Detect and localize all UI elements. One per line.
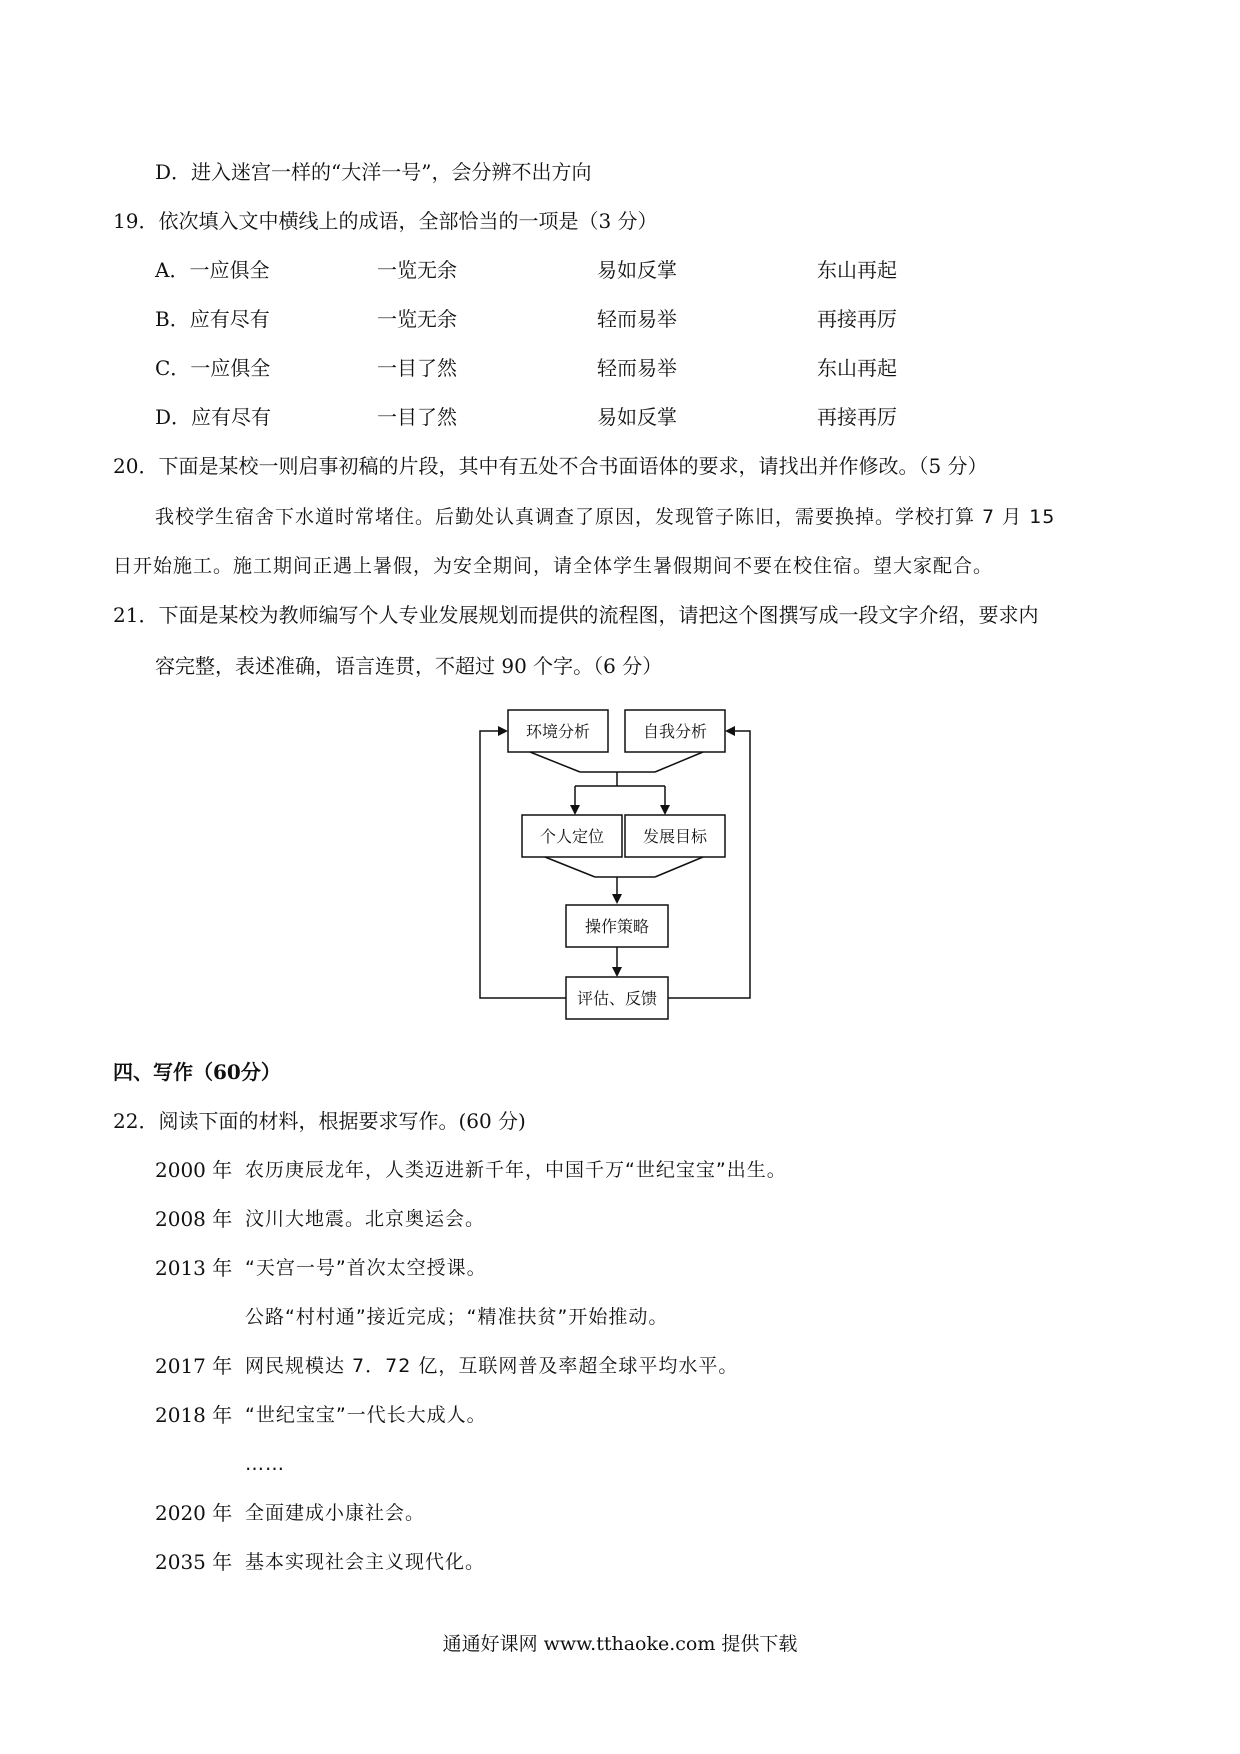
q19-prompt: 19．依次填入文中横线上的成语，全部恰当的一项是（3 分）: [113, 209, 658, 233]
footer-credit: 通通好课网 www.tthaoke.com 提供下载: [442, 1633, 798, 1655]
q21-prompt-line2: 容完整，表述准确，语言连贯，不超过 90 个字。（6 分）: [155, 654, 663, 678]
q22-prompt: 22．阅读下面的材料，根据要求写作。(60 分): [113, 1109, 526, 1133]
q20-passage-line1: 我校学生宿舍下水道时常堵住。后勤处认真调查了原因，发现管子陈旧，需要换掉。学校打算 7 月 15: [155, 506, 1056, 528]
q19-option-d-word2: 一目了然: [377, 405, 457, 429]
timeline-year: 2020 年: [155, 1501, 233, 1525]
q19-option-c-word2: 一目了然: [377, 356, 457, 380]
q19-option-b-word4: 再接再厉: [817, 307, 897, 331]
q19-option-d-word4: 再接再厉: [817, 405, 897, 429]
section4-title: 四、写作（60分）: [113, 1060, 281, 1084]
box-feedback-label: 评估、反馈: [576, 989, 658, 1008]
q19-option-d-word3: 易如反掌: [597, 405, 677, 429]
box-position-label: 个人定位: [539, 827, 605, 846]
timeline-year: 2000 年: [155, 1158, 233, 1182]
q21-prompt-line1: 21．下面是某校为教师编写个人专业发展规划而提供的流程图，请把这个图撰写成一段文字介绍，要求内: [113, 603, 1039, 627]
q19-option-b-word2: 一览无余: [377, 307, 457, 331]
timeline-event: 基本实现社会主义现代化。: [245, 1551, 486, 1573]
q19-option-d-label: D．应有尽有: [155, 405, 272, 429]
timeline-event: “天宫一号”首次太空授课。: [245, 1257, 487, 1279]
q19-option-a-word3: 易如反掌: [597, 258, 677, 282]
flowchart: [470, 700, 770, 1045]
timeline-year: 2035 年: [155, 1550, 233, 1574]
timeline-event: “世纪宝宝”一代长大成人。: [245, 1404, 487, 1426]
timeline-event: 汶川大地震。北京奥运会。: [245, 1208, 486, 1230]
timeline-year: 2008 年: [155, 1207, 233, 1231]
q19-option-a-word4: 东山再起: [817, 258, 897, 282]
timeline-year: 2013 年: [155, 1256, 233, 1280]
timeline-event: 网民规模达 7．72 亿，互联网普及率超全球平均水平。: [245, 1355, 739, 1377]
q19-option-c-word3: 轻而易举: [597, 356, 677, 380]
q19-option-b-label: B．应有尽有: [155, 307, 270, 331]
box-self-label: 自我分析: [642, 722, 708, 741]
box-goal-label: 发展目标: [642, 827, 708, 846]
timeline-event: 全面建成小康社会。: [245, 1502, 426, 1524]
box-env-label: 环境分析: [525, 722, 591, 741]
box-strategy-label: 操作策略: [584, 917, 650, 936]
q19-option-b-word3: 轻而易举: [597, 307, 677, 331]
q19-option-c-label: C．一应俱全: [155, 356, 271, 380]
q19-option-a-label: A．一应俱全: [155, 258, 270, 282]
timeline-year: 2017 年: [155, 1354, 233, 1378]
timeline-year: 2018 年: [155, 1403, 233, 1427]
q20-passage-line2: 日开始施工。施工期间正遇上暑假，为安全期间，请全体学生暑假期间不要在校住宿。望大家配合。: [113, 555, 994, 577]
timeline-event: 公路“村村通”接近完成；“精准扶贫”开始推动。: [245, 1306, 669, 1328]
q19-option-c-word4: 东山再起: [817, 356, 897, 380]
q20-prompt: 20．下面是某校一则启事初稿的片段，其中有五处不合书面语体的要求，请找出并作修改。（5 分）: [113, 454, 988, 478]
q19-option-a-word2: 一览无余: [377, 258, 457, 282]
timeline-event: ……: [245, 1453, 285, 1475]
q18-option-d: D．进入迷宫一样的“大洋一号”，会分辨不出方向: [155, 160, 592, 184]
timeline-event: 农历庚辰龙年，人类迈进新千年，中国千万“世纪宝宝”出生。: [245, 1159, 787, 1181]
